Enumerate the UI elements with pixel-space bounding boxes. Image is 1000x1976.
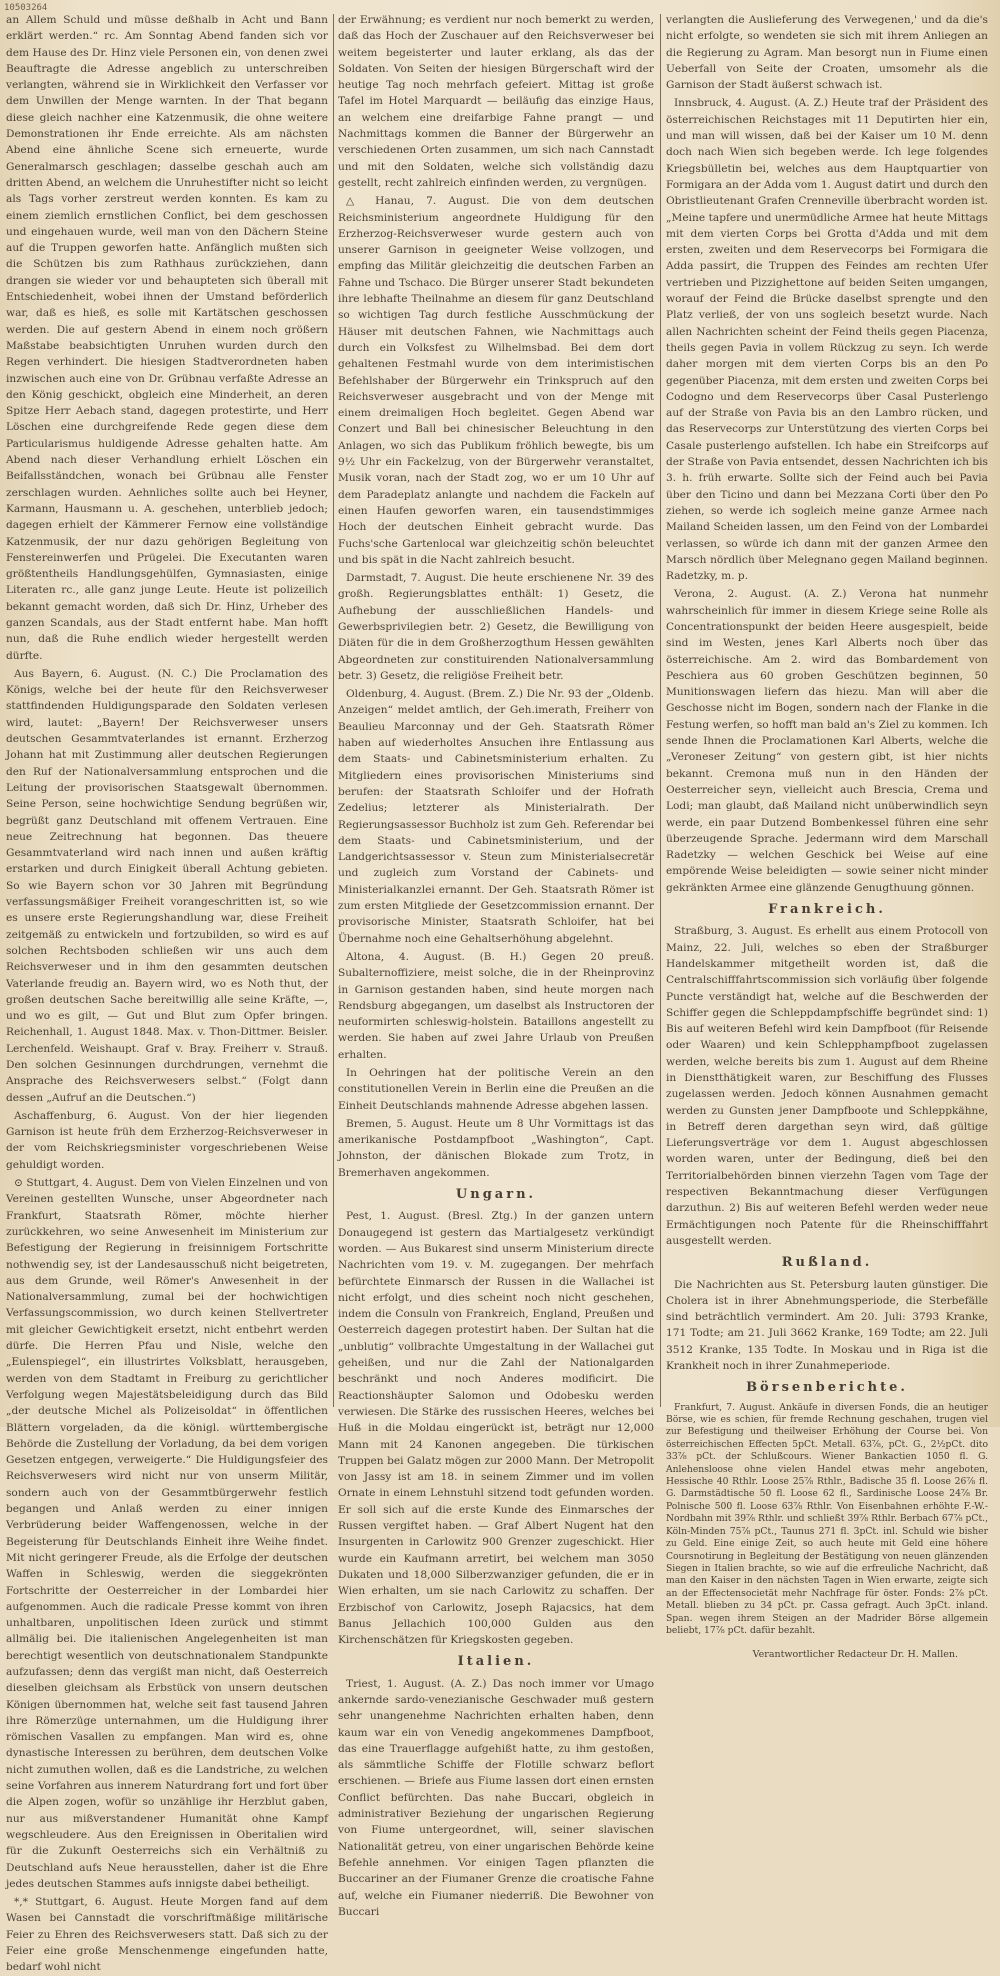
article-aschaffenburg: Aschaffenburg, 6. August. Von der hier liegenden Garnison ist heute früh dem Erzherzog-Reichsverweser in der vom Reichskriegsminister vorgeschriebenen Weise gehuldigt worden. — [6, 1109, 328, 1171]
section-heading-ungarn: Ungarn. — [455, 1187, 537, 1203]
section-heading-boersen: Börsenberichte. — [746, 1380, 908, 1396]
article-darmstadt: Darmstadt, 7. August. Die heute erschienene Nr. 39 des großh. Regierungsblattes enthält: 1) Gesetz, die Aufhebung der ausschließlichen Handels- und Gewerbsprivilegien betr. 2) Gesetz, die Bewilligung von Diäten für die in dem Großherzogthum Hessen gewählten Abgeordneten zur constituirenden Nationalversammlung betr. 3) Gesetz, die religiöse Freiheit betr. — [338, 572, 654, 682]
column-2 — [338, 12, 654, 1918]
article-oehringen: In Oehringen hat der politische Verein an den constitutionellen Verein in Berlin eine die Preußen an die Einheit Deutschlands mahnende Adresse abgehen lassen. — [338, 1067, 654, 1112]
page-id: 10503264 — [4, 3, 48, 13]
article-strassburg: Straßburg, 3. August. Es erhellt aus einem Protocoll von Mainz, 22. Juli, welches so eben der Straßburger Handelskammer mitgetheilt worden ist, daß die Centralschifffahrtscommission sich vorläufig über folgende Puncte verständigt hat, welche auf die Beschwerden der Schiffer gegen die Schleppdampfschiffe begründet sind: 1) Bis auf weiteren Befehl wird kein Dampfboot (für Reisende oder Waaren) und kein Schlepphampfboot zugelassen werden, welche bereits bis zum 1. August auf dem Rheine in Dienstthätigkeit waren, zur Beschiffung des Flusses zugelassen werden. Jedoch können Ausnahmen gemacht werden zu Gunsten jener Dampfboote und Schleppkähne, in Betreff deren dargethan seyn wird, daß gültige Lieferungsverträge vor dem 1. August abgeschlossen worden waren, unter der Bedingung, dieß bei den Territorialbehörden binnen vierzehn Tagen vom Tage der respectiven Bekanntmachung dieser Verfügungen darzuthun. 2) Bis auf weiteren Befehl werden weder neue Ermächtigungen noch Patente für die Rheinschifffahrt ausgestellt werden. — [666, 925, 988, 1247]
section-heading-frankreich: Frankreich. — [768, 902, 886, 918]
article-triest: Triest, 1. August. (A. Z.) Das noch immer vor Umago ankernde sardo-venezianische Geschwader muß gestern sehr unangenehme Nachrichten erhalten haben, denn kaum war ein von Venedig angekommenes Dampfboot, das eine Trauerflagge aufgehißt hatte, zu ihm gestoßen, als sämmtliche Schiffe der Flotille schwarz beflort erschienen. — Briefe aus Fiume lassen dort einen ernsten Conflict befürchten. Das nahe Buccari, obgleich in administrativer Beziehung der ungarischen Regierung von Fiume untergeordnet, will, seiner slavischen Nationalität getreu, von einer ungarischen Behörde keine Befehle annehmen. Vor einigen Tagen pflanzten die Buccariner an der Fiumaner Grenze die croatische Fahne auf, welche ein Fiumaner niederriß. Die Bewohner von Buccari — [338, 1677, 654, 1918]
article-bayern: Aus Bayern, 6. August. (N. C.) Die Proclamation des Königs, welche bei der heute für den Reichsverweser stattfindenden Huldigungsparade den Soldaten verlesen wird, lautet: „Bayern! Der Reichsverweser unsers deutschen Gesammtvaterlandes ist ernannt. Erzherzog Johann hat mit Zustimmung aller deutschen Regierungen den Ruf der Nationalversammlung entsprochen und die Leitung der provisorischen Staatsgewalt übernommen. Seine Person, seine hochwichtige Sendung begrüßen wir, begrüßt ganz Deutschland mit offenem Vertrauen. Eine neue Zeitrechnung hat begonnen. Das theuere Gesammtvaterland wird nach innen und außen kräftig erstarken und durch Einigkeit überall Achtung gebieten. So wie Bayern schon vor 30 Jahren mit Begründung verfassungsmäßiger Freiheit vorangeschritten ist, so wie es unsere erste Regierungshandlung war, diese Freiheit zeitgemäß zu entwickeln und fortzubilden, so wird es auf solchen Rechtsboden schließen wir uns auch dem Reichsverweser und in ihm den gesammten deutschen Vaterlande freudig an. Bayern wird, wo es Noth thut, der großen deutschen Sache bereitwillig alle seine Kräfte, —, und wo es gilt, — Gut und Blut zum Opfer bringen. Reichenhall, 1. August 1848. Max. v. Thon-Dittmer. Beisler. Lerchenfeld. Weishaupt. Graf v. Bray. Freiherr v. Strauß. Den solchen Gesinnungen durchdrungen, vernehmt die Ansprache des Reichsverwesers selbst.“ (Folgt dann dessen „Aufruf an die Deutschen.“) — [6, 667, 328, 1104]
editor-signature: Verantwortlicher Redacteur Dr. H. Mallen. — [752, 1649, 958, 1661]
article-pest: Pest, 1. August. (Bresl. Ztg.) In der ganzen untern Donaugegend ist gestern das Martialgesetz verkündigt worden. — Aus Bukarest sind unserm Ministerium directe Nachrichten vom 19. v. M. zugegangen. Der mehrfach befürchtete Einmarsch der Russen in die Wallachei ist nicht erfolgt, und dies scheint noch nicht geschehen, indem die Consuln von Frankreich, England, Preußen und Oesterreich dagegen protestirt haben. Der Sultan hat die „unblutig“ vollbrachte Umgestaltung in der Wallachei gut geheißen, und nur die Zahl der Nationalgarden beschränkt und noch Anderes modificirt. Die Reactionshäupter Salomon und Odobesku werden verwiesen. Die Stärke des russischen Heeres, welches bei Huß in die Moldau eingerückt ist, beträgt nur 12,000 Mann mit 24 Kanonen angegeben. Die türkischen Truppen bei Galatz mögen zur 2000 Mann. Der Metropolit von Jassy ist am 18. in seinem Zimmer und im vollen Ornate in einem Lehnstuhl sitzend todt gefunden worden. Er soll sich auf die erste Kunde des Einmarsches der Russen vergiftet haben. — Graf Albert Nugent hat den Insurgenten in Carlowitz 900 Grenzer zugeschickt. Hier wurde ein Kaufmann arretirt, bei welchem man 3050 Dukaten und 18,000 Silberzwanziger gefunden, die er in Wien erhalten, um sie nach Carlowitz zu schaffen. Der Erzbischof von Carlowitz, Joseph Rajacsics, hat dem Banus Jellachich 100,000 Gulden aus den Kirchenschätzen für Kriegskosten gegeben. — [338, 1210, 654, 1647]
article-stuttgart-2: *,* Stuttgart, 6. August. Heute Morgen fand auf dem Wasen bei Cannstadt die vorschriftmäßige militärische Feier zu Ehren des Reichsverwesers statt. Daß sich zu der Feier eine große Menschenmenge eingefunden hatte, bedarf wohl nicht — [6, 1896, 328, 1974]
article-innsbruck: Innsbruck, 4. August. (A. Z.) Heute traf der Präsident des österreichischen Reichstages mit 11 Deputirten hier ein, und man will wissen, daß bei der Kaiser um 10 M. denn doch nach Wien sich begeben werde. Ich lege folgendes Kriegsbülletin bei, welches aus dem Hauptquartier von Formigara an der Adda vom 1. August datirt und durch den Obristlieutenant Grafen Crenneville überbracht worden ist. „Meine tapfere und unermüdliche Armee hat heute Mittags mit dem vierten Corps bei Grotta d'Adda und mit dem ersten, zweiten und dem Reservecorps bei Formigara die Adda passirt, die Truppen des Feindes am rechten Ufer vertrieben und Pizzighettone auf beiden Seiten umgangen, worauf der Feind die Brücke daselbst sprengte und den Platz verließ, der von uns sogleich besetzt wurde. Nach allen Nachrichten scheint der Feind theils gegen Piacenza, theils gegen Pavia in vollem Rückzug zu seyn. Ich werde daher morgen mit dem vierten Corps bis an den Po gegenüber Piacenza, mit dem ersten und zweiten Corps bei Codogno und dem Reservecorps über Casal Pusterlengo auf der Straße von Pavia bis an den Lambro rücken, und das Reservecorps zur Unterstützung des vierten Corps bei Casale pusterlengo aufstellen. Ich habe ein Streifcorps auf der Straße von Pavia entsendet, dessen Nachrichten ich bis 3. h. früh erwarte. Sollte sich der Feind auch bei Pavia über den Ticino und dann bei Mezzana Corti über den Po ziehen, so werde ich sogleich meine ganze Armee nach Mailand Scheiden lassen, um den Feind von der Lombardei verlassen, so würde ich dann mit der ganzen Armee den Marsch nördlich über Melegnano gegen Mailand beginnen. Radetzky, m. p. — [666, 97, 988, 583]
article-petersburg: Die Nachrichten aus St. Petersburg lauten günstiger. Die Cholera ist in ihrer Abnehmungsperiode, die Sterbefälle sind beträchtlich vermindert. Am 20. Juli: 3793 Kranke, 171 Todte; am 21. Juli 3662 Kranke, 169 Todte; am 22. Juli 3512 Kranke, 135 Todte. In Moskau und in Riga ist die Krankheit noch in ihrer Zunahmeperiode. — [666, 1278, 988, 1373]
section-heading-italien: Italien. — [457, 1654, 535, 1670]
column-rule — [660, 14, 661, 1407]
section-heading-russland: Rußland. — [781, 1255, 873, 1271]
article-hanau: △ Hanau, 7. August. Die von dem deutschen Reichsministerium angeordnete Huldigung für den Erzherzog-Reichsverweser wurde gestern auch von unserer Garnison in geeigneter Weise vollzogen, und empfing das Militär gleichzeitig die deutschen Farben an Fahne und Tschaco. Die Bürger unserer Stadt bekundeten ihre lebhafte Theilnahme an diesem für ganz Deutschland so wichtigen Tag durch festliche Ausschmückung der Häuser mit deutschen Fahnen, wie Nachmittags auch durch ein Volksfest zu Wilhelmsbad. Bei dem dort gehaltenen Festmahl wurde von dem interimistischen Befehlshaber der Bürgerwehr ein Trinkspruch auf den Reichsverweser ausgebracht und von der Menge mit einem dreimaligen Hoch begleitet. Gegen Abend war Conzert und Ball bei chinesischer Beleuchtung in den Anlagen, wo sich das Publikum fröhlich bewegte, bis um 9½ Uhr ein Fackelzug, von der Bürgerwehr veranstaltet, Musik voran, nach der Stadt zog, wo er um 10 Uhr auf dem Paradeplatz anlangte und nachdem die Fackeln auf einen Haufen geworfen waren, ein tausendstimmiges Hoch der deutschen Einheit gebracht wurde. Das Fuchs'sche Gartenlocal war gleichzeitig schön beleuchtet und bis spät in die Nacht zahlreich besucht. — [338, 195, 654, 566]
column-3 — [666, 12, 988, 1661]
column-1 — [6, 12, 328, 1974]
column-rule — [333, 14, 334, 1407]
article-text: an Allem Schuld und müsse deßhalb in Acht und Bann erklärt werden.“ rc. Am Sonntag Abend fanden sich vor dem Hause des Dr. Hinz viele Personen ein, von denen zwei Beauftragte die Adresse angeblich zu unterschreiben verlangten, während sie in Wirklichkeit den Verfasser vor dem Unwillen der Menge warnten. In der That begann diese gleich nachher eine Katzenmusik, die ohne weitere Demonstrationen ihr Ende erreichte. Als am nächsten Abend eine ähnliche Scene sich erneuerte, wurde Generalmarsch geschlagen; dasselbe geschah auch am dritten Abend, an welchem die Unruhestifter nicht so leicht als Tags vorher zerstreut werden konnten. Es kam zu einem ziemlich ernstlichen Conflict, bei dem geschossen und eingehauen wurde, weil man von den Dächern Steine auf die Truppen geworfen hatte. Anfänglich mußten sich die Schützen bis zum Rathhaus zurückziehen, dann drangen sie wieder vor und behaupteten sich überall mit Entschiedenheit, wobei ihnen der Umstand beförderlich war, daß es hieß, es solle mit Kartätschen geschossen werden. Die auf gestern Abend in einem noch größern Maßstabe beabsichtigten Unruhen wurden durch den Regen verhindert. Die hiesigen Stadtverordneten haben inzwischen auch eine von Dr. Grübnau verfaßte Adresse an den König geschickt, obgleich eine Minderheit, an deren Spitze Herr Aebach stand, dagegen protestirte, und Herr Löschen eine durchgreifende Rede gegen diese dem Particularismus huldigende Adresse gehalten hatte. Am Abend nach dieser Verhandlung erhielt Löschen ein Beifallsständchen, wonach bei Grübnau alle Fenster zerschlagen wurden. Aehnliches sollte auch bei Heyner, Karmann, Hausmann u. A. geschehen, unterblieb jedoch; dagegen erhielt der Kämmerer Fernow eine vollständige Katzenmusik, der nur dazu gehörigen Begleitung von Fenstereinwerfen und Prügelei. Die Executanten waren größtentheils Handlungsgehülfen, Gymnasiasten, einige Literaten rc., alle ganz junge Leute. Heute ist polizeilich bekannt gemacht worden, daß sich Dr. Hinz, Urheber des ganzen Scandals, aus der Stadt entfernt habe. Man hofft nun, daß die Ruhe endlich wieder hergestellt werden dürfte. — [6, 14, 328, 662]
article-altona: Altona, 4. August. (B. H.) Gegen 20 preuß. Subalternoffiziere, meist solche, die in der Rheinprovinz in Garnison gestanden haben, sind heute morgen nach Rendsburg abgegangen, um daselbst als Instructoren der neuformirten schleswig-holstein. Bataillons angestellt zu werden. Sie haben auf zwei Jahre Urlaub von Preußen erhalten. — [338, 950, 654, 1061]
article-verona: Verona, 2. August. (A. Z.) Verona hat nunmehr wahrscheinlich für immer in diesem Kriege seine Rolle als Concentrationspunkt der beiden Heere ausgespielt, beide sind im Westen, jenes Karl Alberts noch über das österreichische. Am 2. wird das Bombardement von Peschiera aus 60 groben Geschützen beginnen, 50 Munitionswagen liefern das hiezu. Man will aber die Geschosse nicht im Bogen, sondern nach der Flanke in die Festung werfen, so hofft man bald an's Ziel zu kommen. Ich sende Ihnen die Proclamationen Karl Alberts, welche die „Veroneser Zeitung“ von gestern gibt, ist hier nichts bekannt. Cremona muß nun in den Händen der Oesterreicher seyn, vielleicht auch Brescia, Crema und Lodi; man glaubt, daß Mailand nicht unüberwindlich seyn werde, ein paar Dutzend Bombenkessel führen eine sehr überzeugende Sprache. Jedermann wird dem Marschall Radetzky — welchen Geschick bei Weise auf eine empörende Weise beleidigten — sowie seiner nicht minder gekränkten Armee eine glänzende Genugthuung gönnen. — [666, 588, 988, 894]
article-stuttgart-1: ⊙ Stuttgart, 4. August. Dem von Vielen Einzelnen und von Vereinen gestellten Wunsche, unser Abgeordneter nach Frankfurt, Staatsrath Römer, möchte hierher zurückkehren, wo seine Anwesenheit im Ministerium zur Befestigung der Regierung in freisinnigem Fortschritte nothwendig sey, ist der Landesausschuß nicht beigetreten, aus dem Grunde, weil Römer's Anwesenheit in der Nationalversammlung, zumal bei der hochwichtigen Verfassungscommission, wo durch keinen Stellvertreter mit gleicher Gewichtigkeit ersetzt, nicht entbehrt werden dürfe. Die Herren Pfau und Nisle, welche den „Eulenspiegel“, ein illustrirtes Volksblatt, herausgeben, werden von dem Stadtamt in Freiburg zu gerichtlicher Verfolgung wegen Majestätsbeleidigung durch das Bild „der deutsche Michel als Polizeisoldat“ in öffentlichen Blättern vorgeladen, da die königl. württembergische Behörde die Zustellung der Vorladung, da bei dem vorigen Gesetzen entgegen, verweigerte.“ Die Huldigungsfeier des Reichsverwesers wird nicht nur von unserm Militär, sondern auch von der Gesammtbürgerwehr festlich begangen und Anlaß werden zu einer innigen Verbrüderung beider Waffengenossen, welche in der Begeisterung für Deutschlands Einheit ihre Weihe findet. Mit nicht geringerer Freude, als die Erfolge der deutschen Waffen in Schleswig, werden die sieggekrönten Fortschritte der Oesterreicher in der Lombardei hier aufgenommen. Auch die radicale Presse kommt von ihren unhaltbaren, unpolitischen Ideen zurück und stimmt allmälig bei. Die italienischen Angelegenheiten ist man berechtigt wesentlich von deutschnationalem Standpunkte aufzufassen; denn das vergißt man nicht, daß Oesterreich dieselben gleichsam als Erbstück von unsern deutschen Königen übernommen hat, welche seit fast tausend Jahren ihre Römerzüge unternahmen, um die Huldigung ihrer römischen Vasallen zu empfangen. Man wird es, ohne dynastische Interessen zu berühren, dem deutschen Volke nicht zumuthen wollen, daß es die Landstriche, zu welchen seine Vorfahren aus innerem Naturdrang fort und fort über die Alpen zogen, wofür so unzählige ihr Herzblut gaben, nur aus mißverstandener Humanität ohne Kampf wegschleudere. Aus den Ereignissen in Oberitalien wird für die Zukunft Oesterreichs sich ein Verhältniß zu Deutschland aufs Neue herausstellen, daher ist die Ehre jedes deutschen Stammes aufs innigste dabei betheiligt. — [6, 1177, 328, 1890]
article-oldenburg: Oldenburg, 4. August. (Brem. Z.) Die Nr. 93 der „Oldenb. Anzeigen“ meldet amtlich, der Geh.imerath, Freiherr von Beaulieu Marconnay und der Geh. Staatsrath Römer haben auf wiederholtes Ansuchen ihre Entlassung aus dem Staats- und Cabinetsministerium erhalten. Zu Mitgliedern eines provisorischen Ministeriums sind berufen: der Staatsrath Schloifer und der Hofrath Zedelius; letzterer als Ministerialrath. Der Regierungsassessor Buchholz ist zum Geh. Referendar bei dem Staats- und Cabinetsministerium, und der Landgerichtsassessor v. Steun zum Ministerialsecretär und zugleich zum Vorstand der Cabinets- und Ministerialkanzlei ernannt. Der Geh. Staatsrath Römer ist zum ersten Mitgliede der Gesetzcommission ernannt. Der provisorische Minister, Staatsrath Schloifer, hat bei Übernahme noch eine Gehaltserhöhung abgelehnt. — [338, 688, 654, 945]
article-bremen: Bremen, 5. August. Heute um 8 Uhr Vormittags ist das amerikanische Postdampfboot „Washington“, Capt. Johnston, der dänischen Blokade zum Trotz, in Bremerhaven angekommen. — [338, 1117, 654, 1179]
article-text: verlangten die Auslieferung des Verwegenen,' und da die's nicht erfolgte, so wendeten sie sich mit ihrem Anliegen an die Regierung zu Agram. Man besorgt nun in Fiume einen Ueberfall von Seite der Croaten, umsomehr als die Garnison der Stadt äußerst schwach ist. — [666, 14, 988, 92]
article-frankfurt-boerse: Frankfurt, 7. August. Ankäufe in diversen Fonds, die an heutiger Börse, wie es schien, für fremde Rechnung geschahen, trugen viel zur Befestigung und theilweiser Erhöhung der Course bei. Von österreichischen Effecten 5pCt. Metall. 63⅞, pCt. G., 2½pCt. dito 33⅞ pCt. der Schlußcours. Wiener Bankactien 1050 fl. G. Anlehensloose ohne vielen Handel etwas mehr angeboten, Hessische 40 Rthlr. Loose 25⅞ Rthlr., Badische 35 fl. Loose 26⅞ fl. G. Darmstädtische 50 fl. Loose 62 fl., Sardinische Loose 24⅞ Br. Polnische 500 fl. Loose 63⅞ Rthlr. Von Eisenbahnen erhöhte F.-W.-Nordbahn mit 39⅞ Rthlr. und schließt 39⅞ Rthlr. Berbach 67⅞ pCt., Köln-Minden 75⅞ pCt., Taunus 271 fl. 3pCt. inl. Schuld wie bisher zu Geld. Eine einige Zeit, so auch heute mit Geld eine höhere Coursnotirung in Begleitung der Bestätigung von neuen glänzenden Siegen in Italien brachte, so wie auf die erfreuliche Nachricht, daß man den Kaiser in den nächsten Tagen in Wien erwarte, zeigte sich an der Effectensocietät mehr Nachfrage für öster. Fonds: 2⅞ pCt. Metall. blieben zu 34 pCt. pr. Cassa gefragt. Auch 3pCt. inland. Span. wegen ihrem Steigen an der Madrider Börse allgemein beliebt, 17⅞ pCt. dafür bezahlt. — [666, 1401, 988, 1636]
article-text: der Erwähnung; es verdient nur noch bemerkt zu werden, daß das Hoch der Zuschauer auf den Reichsverweser bei weitem begeisterter und lauter erklang, als das der Soldaten. Von Seiten der hiesigen Bürgerschaft wird der heutige Tag noch mehrfach gefeiert. Mittag ist große Tafel im Hotel Marquardt — beiläufig das einzige Haus, an welchem eine dreifarbige Fahne prangt — und Nachmittags kommen die Banner der Bürgerwehr an verschiedenen Orten zusammen, um sich nach Cannstadt und mit den Soldaten, welche sich vollständig dazu gestellt, recht zahlreich einfinden werden, zu vergnügen. — [338, 14, 654, 189]
